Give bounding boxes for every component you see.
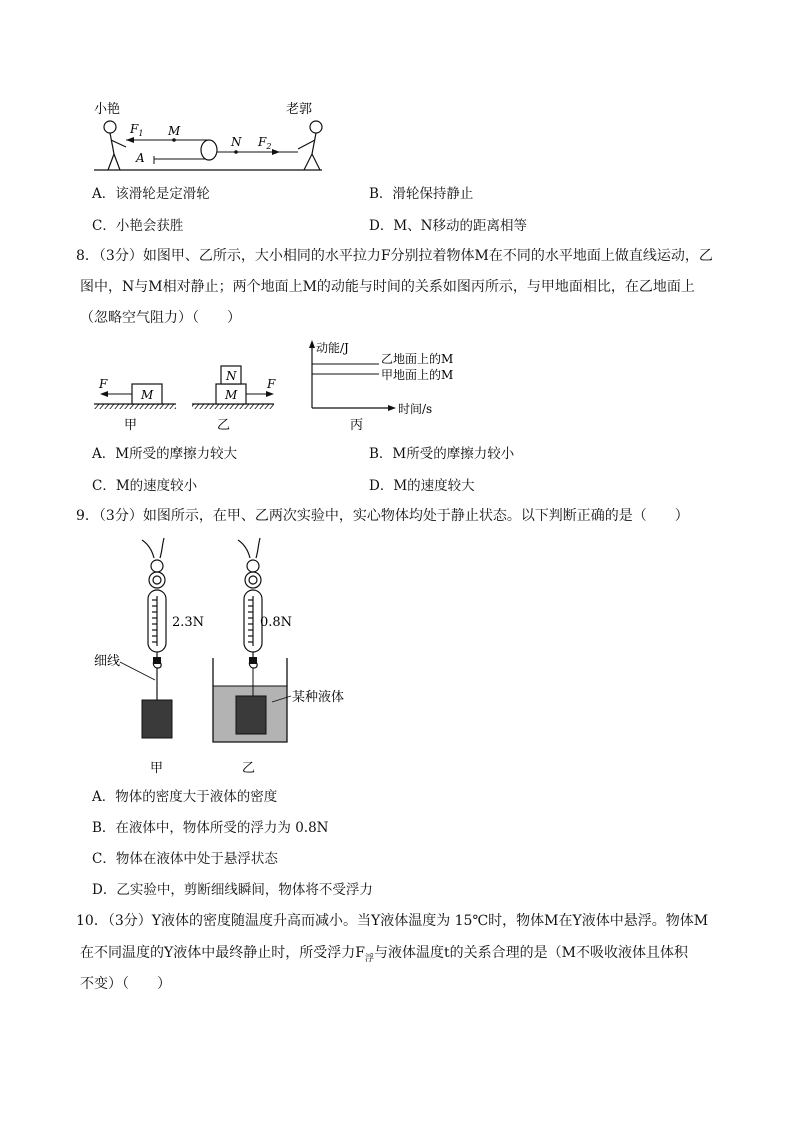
line-yi-label: 乙地面上的M xyxy=(381,352,454,366)
label-yi: 乙 xyxy=(217,418,231,433)
buoyancy-subscript: 浮 xyxy=(364,953,374,964)
q8-option-c: C．M的速度较小 xyxy=(92,478,198,494)
q9-stem: 9．（3分）如图所示，在甲、乙两次实验中，实心物体均处于静止状态。以下判断正确的是（ ） xyxy=(76,508,689,524)
block-m-yi-label: M xyxy=(225,388,238,402)
x-axis-label: 时间/s xyxy=(398,402,433,416)
q8-stem-line-2: 图中，N与M相对静止；两个地面上M的动能与时间的关系如图丙所示，与甲地面相比，在乙地面上 xyxy=(80,279,695,295)
q7-option-b: B．滑轮保持静止 xyxy=(369,186,474,202)
label-bing: 丙 xyxy=(350,418,364,433)
y-axis-label: 动能/J xyxy=(316,341,349,355)
spring-scale-jia xyxy=(142,538,166,700)
block-m-jia-label: M xyxy=(141,388,154,402)
q10-line2-post: 与液体温度t的关系合理的是（M不吸收液体且体积 xyxy=(373,945,688,961)
force-f-jia-label: F xyxy=(99,377,108,391)
force-arrow-yi xyxy=(266,391,274,397)
a-label: A xyxy=(136,151,145,165)
figure-jia xyxy=(94,377,176,433)
f1-arrow xyxy=(126,137,134,143)
pulley xyxy=(201,140,217,160)
q10-stem-line-1: 10．（3分）Y液体的密度随温度升高而减小。当Y液体温度为 15℃时，物体M在Y液体中悬浮。物体M xyxy=(76,913,709,929)
force-f-yi-label: F xyxy=(267,377,276,391)
spring-scale-yi xyxy=(238,538,262,668)
n-label: N xyxy=(231,135,242,149)
block-n-yi-label: N xyxy=(226,369,237,383)
line-jia-label: 甲地面上的M xyxy=(381,368,454,382)
q10-line2-pre: 在不同温度的Y液体中最终静止时，所受浮力F xyxy=(80,945,365,961)
q10-stem-line-2 xyxy=(80,942,688,970)
f2-arrow xyxy=(272,149,280,155)
q10-stem-line-3: 不变）（ ） xyxy=(80,976,171,992)
q8-option-a: A．M所受的摩擦力较大 xyxy=(92,446,238,462)
f2-label: $F_2$ xyxy=(258,135,272,151)
object-yi xyxy=(236,696,266,734)
right-stick-figure xyxy=(298,121,322,170)
object-jia xyxy=(142,700,172,738)
friction-figure xyxy=(94,338,484,436)
left-person-label: 小艳 xyxy=(94,102,121,117)
hook-yi xyxy=(249,657,257,664)
q7-option-c: C．小艳会获胜 xyxy=(92,218,184,234)
q9-option-d: D．乙实验中，剪断细线瞬间，物体将不受浮力 xyxy=(92,882,373,898)
q7-option-a: A．该滑轮是定滑轮 xyxy=(92,186,210,202)
liquid-label: 某种液体 xyxy=(292,690,345,705)
q9-option-a: A．物体的密度大于液体的密度 xyxy=(92,789,278,805)
reading-jia: 2.3N xyxy=(172,615,205,630)
pulley-tug-figure xyxy=(90,96,330,176)
hook-jia xyxy=(153,657,161,664)
q9-option-c: C．物体在液体中处于悬浮状态 xyxy=(92,851,278,867)
m-label: M xyxy=(168,124,181,138)
left-stick-figure xyxy=(104,121,126,170)
figure-bing-graph xyxy=(309,340,453,433)
q9-option-b: B．在液体中，物体所受的浮力为 0.8N xyxy=(92,820,329,836)
q8-stem-line-3: （忽略空气阻力）（ ） xyxy=(80,310,241,326)
q8-option-d: D．M的速度较大 xyxy=(369,478,475,494)
label-jia-q9: 甲 xyxy=(150,761,164,776)
label-jia: 甲 xyxy=(124,418,138,433)
force-arrow-jia xyxy=(100,391,108,397)
q8-stem-line-1: 8．（3分）如图甲、乙所示，大小相同的水平拉力F分别拉着物体M在不同的水平地面上做直线运动，乙 xyxy=(76,248,713,264)
label-yi-q9: 乙 xyxy=(242,761,256,776)
f1-label: $F_1$ xyxy=(130,122,144,138)
q7-option-d: D．M、N移动的距离相等 xyxy=(369,218,527,234)
q8-option-b: B．M所受的摩擦力较小 xyxy=(369,446,515,462)
figure-yi xyxy=(192,366,276,433)
right-person-label: 老郭 xyxy=(286,102,313,117)
spring-scale-figure xyxy=(92,536,362,778)
thread-label: 细线 xyxy=(94,654,121,669)
reading-yi: 0.8N xyxy=(260,615,293,630)
